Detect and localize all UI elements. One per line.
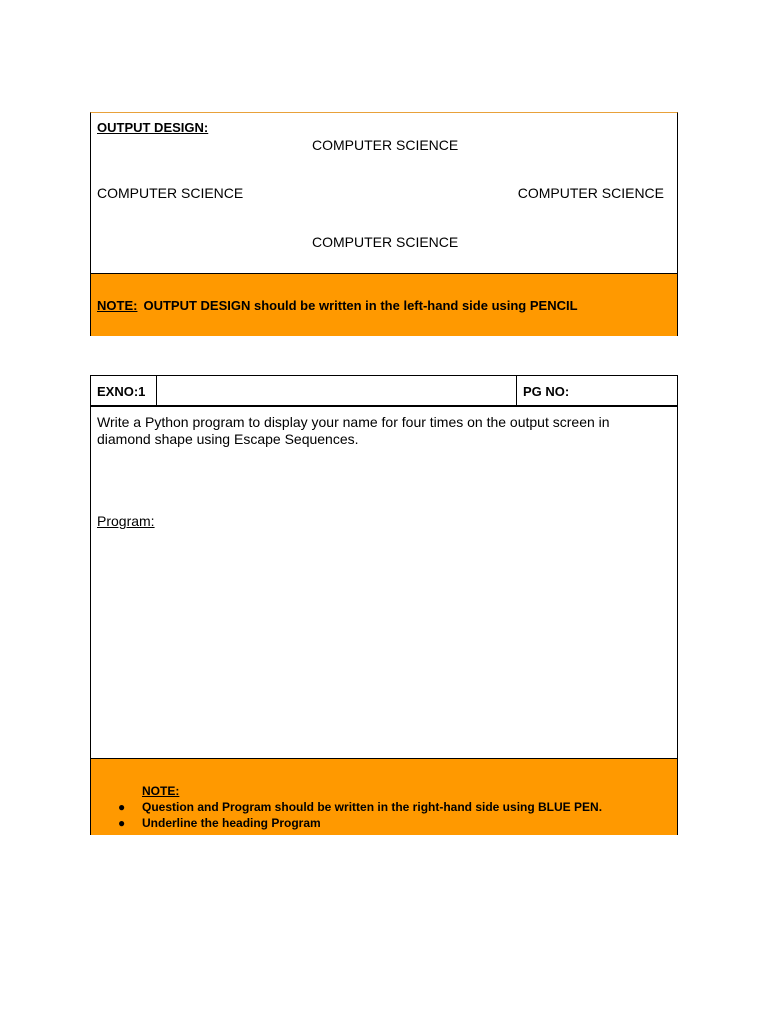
exercise-note-list bbox=[118, 799, 677, 831]
output-text-top: COMPUTER SCIENCE bbox=[312, 137, 459, 153]
program-heading: Program: bbox=[97, 513, 155, 529]
list-item bbox=[118, 799, 677, 815]
output-design-area bbox=[91, 113, 677, 274]
bullet-icon: ● bbox=[118, 800, 126, 814]
output-text-bottom: COMPUTER SCIENCE bbox=[312, 234, 459, 250]
question-text: Write a Python program to display your name for four times on the output screen in diamond shape using Escape Sequences. bbox=[97, 414, 610, 447]
page-number-cell: PG NO: bbox=[523, 384, 570, 399]
note-item-text: Question and Program should be written in the right-hand side using BLUE PEN. bbox=[142, 800, 603, 814]
note-item-text: Underline the heading Program bbox=[142, 816, 321, 830]
output-text-left: COMPUTER SCIENCE bbox=[97, 185, 244, 201]
output-note-banner bbox=[91, 274, 677, 336]
output-text-right: COMPUTER SCIENCE bbox=[517, 185, 664, 201]
exercise-title-cell bbox=[157, 376, 517, 405]
output-note-label: NOTE: bbox=[97, 298, 138, 313]
output-design-title: OUTPUT DESIGN: bbox=[97, 120, 209, 135]
exno-cell: EXNO:1 bbox=[91, 376, 157, 405]
bullet-icon: ● bbox=[118, 816, 126, 830]
exercise-body bbox=[91, 407, 677, 759]
output-note-text: OUTPUT DESIGN should be written in the left-hand side using PENCIL bbox=[143, 298, 578, 313]
output-design-box bbox=[90, 112, 678, 336]
exercise-note-banner bbox=[91, 759, 677, 835]
list-item bbox=[118, 815, 677, 831]
exercise-box bbox=[90, 375, 678, 835]
exercise-note-heading: NOTE: bbox=[142, 784, 180, 798]
exercise-header-row bbox=[91, 376, 677, 407]
